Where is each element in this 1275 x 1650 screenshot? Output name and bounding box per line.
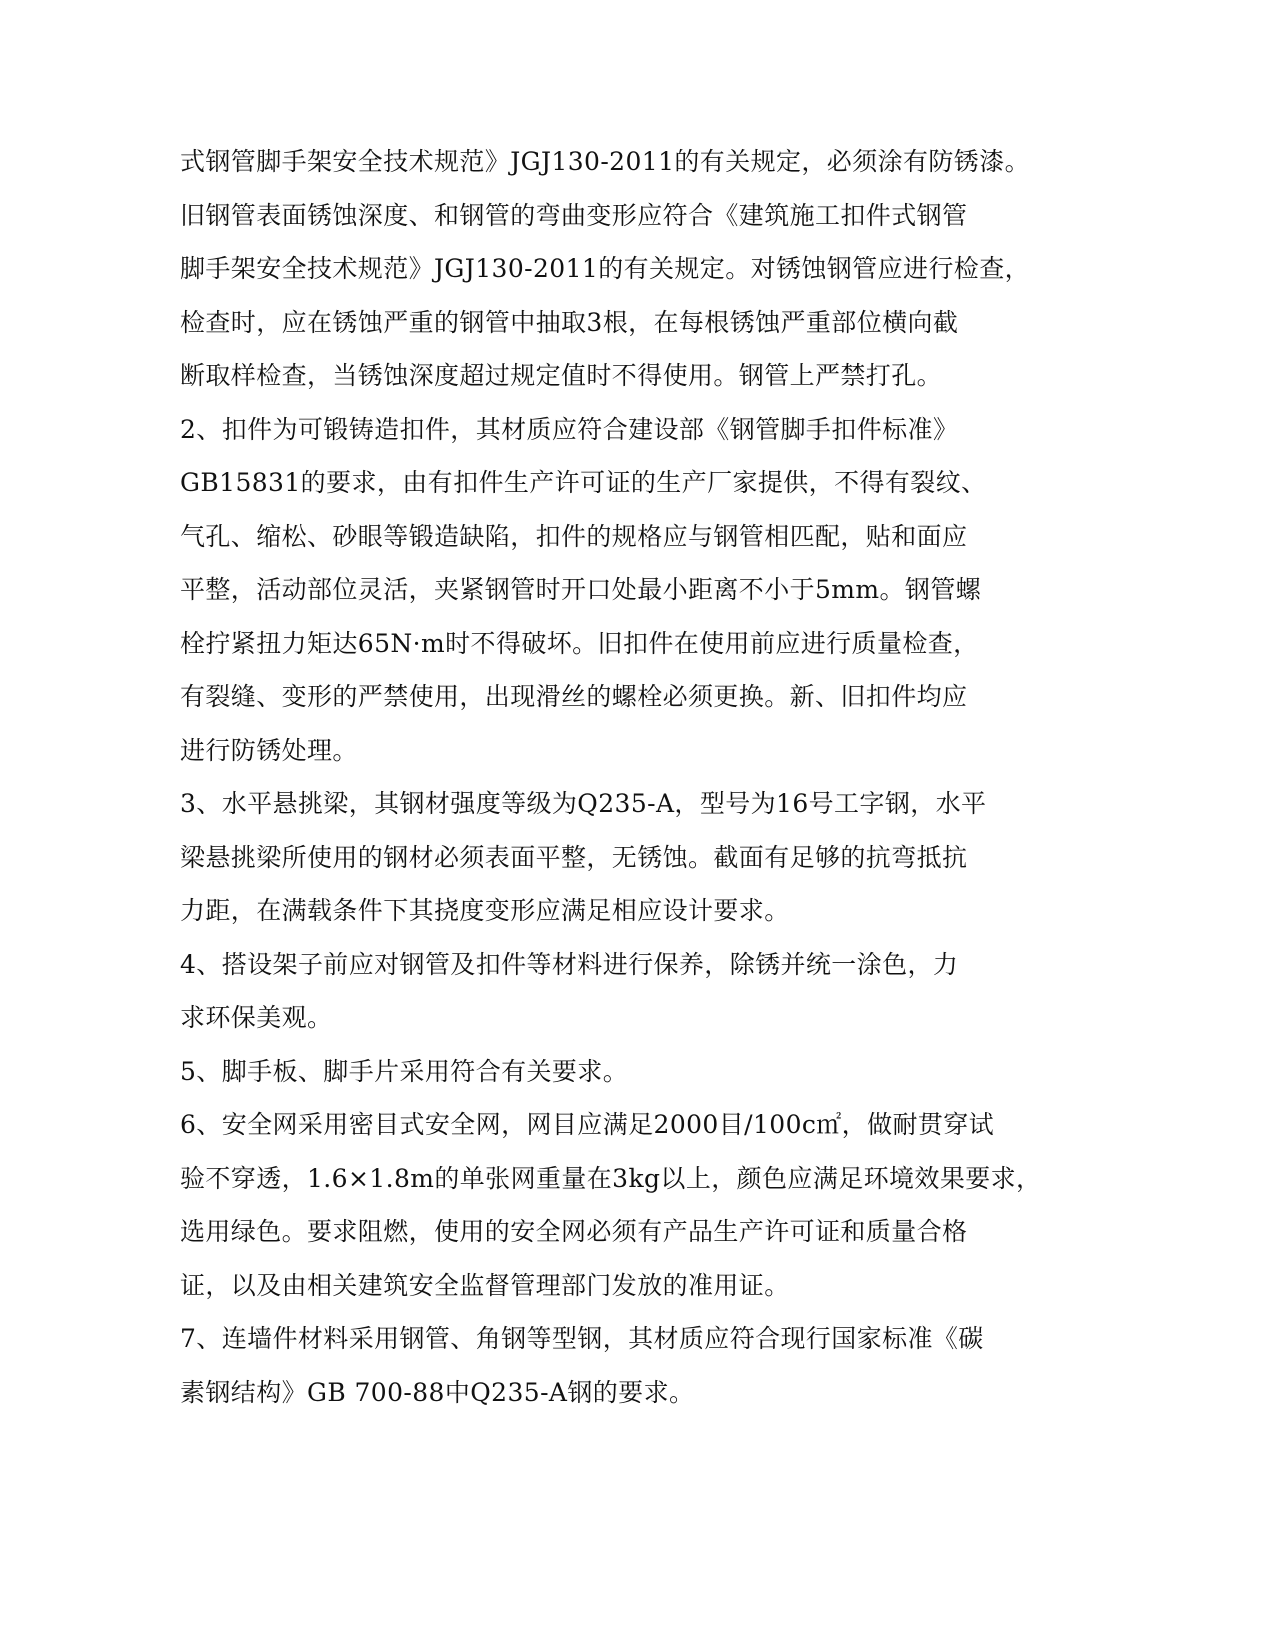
text-line: GB15831的要求，由有扣件生产许可证的生产厂家提供，不得有裂纹、	[180, 468, 987, 497]
text-line: 脚手架安全技术规范》JGJ130-2011的有关规定。对锈蚀钢管应进行检查，	[180, 254, 1031, 283]
text-line: 证，以及由相关建筑安全监督管理部门发放的准用证。	[180, 1270, 790, 1300]
text-line: 选用绿色。要求阻燃，使用的安全网必须有产品生产许可证和质量合格	[180, 1217, 968, 1246]
text-line: 2、扣件为可锻铸造扣件，其材质应符合建设部《钢管脚手扣件标准》	[180, 414, 959, 444]
text-line: 3、水平悬挑梁，其钢材强度等级为Q235-A，型号为16号工字钢，水平	[180, 789, 987, 818]
text-line: 5、脚手板、脚手片采用符合有关要求。	[180, 1056, 629, 1086]
text-line: 4、搭设架子前应对钢管及扣件等材料进行保养，除锈并统一涂色，力	[180, 949, 959, 979]
text-line: 验不穿透，1.6×1.8m的单张网重量在3kg以上，颜色应满足环境效果要求，	[180, 1163, 1042, 1193]
text-line: 求环保美观。	[180, 1003, 333, 1032]
text-line: 断取样检查，当锈蚀深度超过规定值时不得使用。钢管上严禁打孔。	[180, 361, 943, 390]
text-line: 旧钢管表面锈蚀深度、和钢管的弯曲变形应符合《建筑施工扣件式钢管	[180, 200, 968, 230]
text-line: 有裂缝、变形的严禁使用，出现滑丝的螺栓必须更换。新、旧扣件均应	[180, 682, 968, 711]
text-line: 气孔、缩松、砂眼等锻造缺陷，扣件的规格应与钢管相匹配，贴和面应	[180, 521, 968, 551]
text-line: 平整，活动部位灵活，夹紧钢管时开口处最小距离不小于5mm。钢管螺	[180, 575, 982, 604]
text-line: 栓拧紧扭力矩达65N·m时不得破坏。旧扣件在使用前应进行质量检查，	[180, 628, 979, 658]
text-line: 力距，在满载条件下其挠度变形应满足相应设计要求。	[180, 896, 790, 925]
text-line: 梁悬挑梁所使用的钢材必须表面平整，无锈蚀。截面有足够的抗弯抵抗	[180, 842, 968, 872]
text-line: 检查时，应在锈蚀严重的钢管中抽取3根，在每根锈蚀严重部位横向截	[180, 307, 959, 337]
body-text	[180, 135, 1060, 1419]
text-line: 进行防锈处理。	[180, 735, 358, 765]
text-line: 7、连墙件材料采用钢管、角钢等型钢，其材质应符合现行国家标准《碳	[180, 1324, 984, 1353]
text-line: 素钢结构》GB 700-88中Q235-A钢的要求。	[180, 1377, 695, 1407]
text-line: 式钢管脚手架安全技术规范》JGJ130-2011的有关规定，必须涂有防锈漆。	[180, 147, 1031, 176]
text-line: 6、安全网采用密目式安全网，网目应满足2000目/100c㎡，做耐贯穿试	[180, 1110, 995, 1139]
